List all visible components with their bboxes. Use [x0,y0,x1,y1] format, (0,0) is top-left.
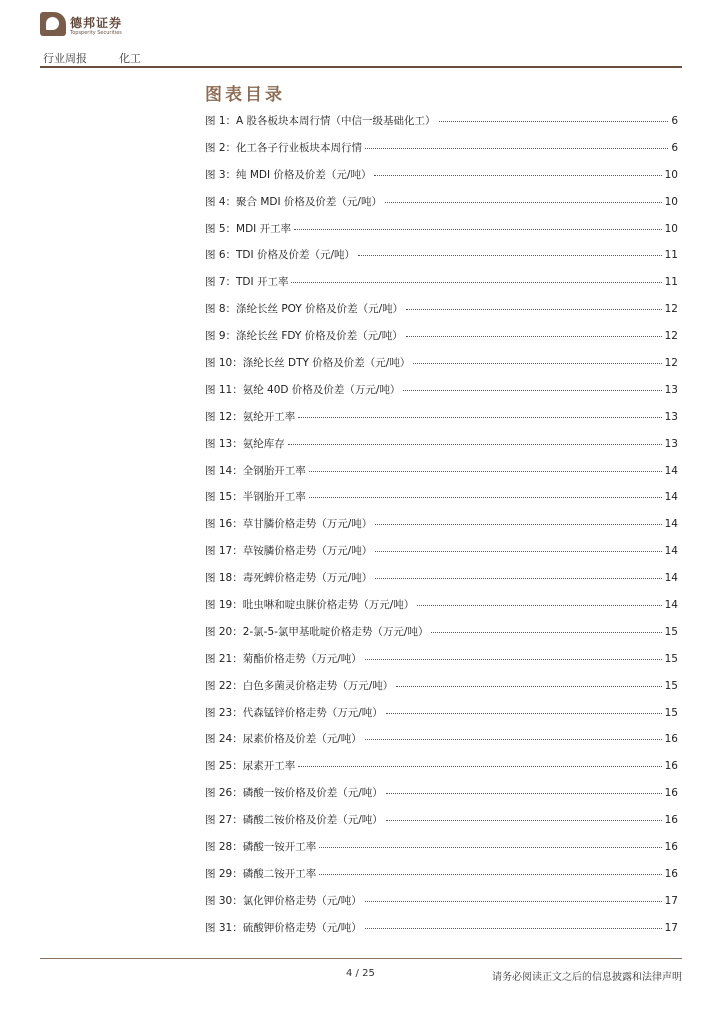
toc-entry[interactable] [205,597,678,624]
toc-entry[interactable] [205,167,678,194]
toc-entry-page: 13 [664,383,678,396]
toc-entry-label: 图 21：菊酯价格走势（万元/吨） [205,652,362,665]
toc-entry-page: 12 [664,330,678,343]
toc-entry-page: 10 [664,168,678,181]
toc-entry-label: 图 23：代森锰锌价格走势（万元/吨） [205,706,383,719]
toc-entry-page: 17 [664,894,678,907]
toc-entry-page: 6 [671,141,678,154]
report-header [43,50,141,66]
toc-entry[interactable] [205,812,678,839]
toc-leader-dots [413,363,661,364]
toc-entry-label: 图 30：氯化钾价格走势（元/吨） [205,894,362,907]
toc-leader-dots [403,390,661,391]
toc-entry-page: 14 [664,572,678,585]
header-divider [40,66,682,68]
toc-entry-page: 16 [664,867,678,880]
toc-entry-page: 11 [664,276,678,289]
toc-entry-label: 图 16：草甘膦价格走势（万元/吨） [205,518,373,531]
toc-leader-dots [374,175,661,176]
toc-entry[interactable] [205,194,678,221]
toc-entry-page: 13 [664,437,678,450]
toc-entry-page: 16 [664,841,678,854]
toc-leader-dots [406,309,661,310]
toc-entry[interactable] [205,893,678,920]
footer-divider [40,958,682,959]
toc-entry-label: 图 2：化工各子行业板块本周行情 [205,141,363,154]
toc-entry-label: 图 29：磷酸二铵开工率 [205,867,317,880]
toc-entry[interactable] [205,113,678,140]
toc-entry-label: 图 31：硫酸钾价格走势（元/吨） [205,921,362,934]
toc-entry[interactable] [205,301,678,328]
toc-entry[interactable] [205,651,678,678]
toc-leader-dots [358,255,662,256]
toc-entry-label: 图 13：氨纶库存 [205,437,285,450]
toc-entry-label: 图 1：A 股各板块本周行情（中信一级基础化工） [205,115,436,127]
toc-entry-label: 图 20：2-氯-5-氯甲基吡啶价格走势（万元/吨） [205,625,429,638]
toc-entry-label: 图 3：纯 MDI 价格及价差（元/吨） [205,168,372,181]
toc-leader-dots [386,820,662,821]
toc-leader-dots [298,766,661,767]
company-logo-icon [40,12,66,36]
toc-entry[interactable] [205,355,678,382]
toc-title: 图表目录 [205,85,285,105]
toc-entry-page: 15 [664,679,678,692]
toc-entry-label: 图 12：氨纶开工率 [205,410,296,423]
toc-entry-page: 16 [664,787,678,800]
toc-leader-dots [365,148,668,149]
toc-entry-page: 12 [664,303,678,316]
toc-entry[interactable] [205,463,678,490]
toc-entry-page: 13 [664,410,678,423]
toc-entry[interactable] [205,382,678,409]
toc-entry[interactable] [205,274,678,301]
toc-leader-dots [386,713,662,714]
toc-entry[interactable] [205,409,678,436]
toc-entry[interactable] [205,436,678,463]
toc-entry[interactable] [205,328,678,355]
toc-leader-dots [319,847,661,848]
toc-entry-page: 17 [664,921,678,934]
toc-entry[interactable] [205,489,678,516]
toc-entry[interactable] [205,516,678,543]
toc-leader-dots [385,202,662,203]
toc-leader-dots [291,282,661,283]
toc-entry-page: 16 [664,814,678,827]
toc-entry[interactable] [205,678,678,705]
industry-label: 化工 [119,52,141,65]
toc-leader-dots [365,901,662,902]
toc-leader-dots [375,578,661,579]
page-number: 4 / 25 [346,968,375,979]
toc-entry-label: 图 22：白色多菌灵价格走势（万元/吨） [205,679,394,692]
toc-entry-page: 16 [664,760,678,773]
toc-entry-page: 15 [664,652,678,665]
toc-leader-dots [439,121,669,122]
toc-entry-label: 图 5：MDI 开工率 [205,222,292,235]
toc-entry-label: 图 11：氨纶 40D 价格及价差（万元/吨） [205,383,401,396]
toc-leader-dots [288,444,662,445]
toc-leader-dots [431,632,661,633]
toc-leader-dots [294,229,662,230]
toc-entry-label: 图 9：涤纶长丝 FDY 价格及价差（元/吨） [205,330,403,343]
toc-entry-label: 图 19：吡虫啉和啶虫脒价格走势（万元/吨） [205,599,415,612]
toc-entry[interactable] [205,758,678,785]
toc-entry-label: 图 7：TDI 开工率 [205,276,289,289]
toc-entry-label: 图 18：毒死蜱价格走势（万元/吨） [205,572,373,585]
toc-entry-page: 10 [664,195,678,208]
toc-entry-label: 图 28：磷酸一铵开工率 [205,841,317,854]
toc-entry-label: 图 27：磷酸二铵价格及价差（元/吨） [205,814,383,827]
company-name: 德邦证券 [70,16,123,30]
toc-entry-page: 14 [664,599,678,612]
toc-leader-dots [417,605,661,606]
toc-leader-dots [396,686,661,687]
toc-entry[interactable] [205,785,678,812]
toc-entry[interactable] [205,624,678,651]
toc-entry-page: 15 [664,706,678,719]
toc-entry-label: 图 17：草铵膦价格走势（万元/吨） [205,545,373,558]
company-name-en: Topsperity Securities [70,30,122,36]
toc-entry-page: 14 [664,545,678,558]
toc-entry-label: 图 25：尿素开工率 [205,760,296,773]
toc-entry[interactable] [205,247,678,274]
toc-entry-page: 14 [664,518,678,531]
toc-leader-dots [375,524,661,525]
toc-leader-dots [406,336,662,337]
toc-entry[interactable] [205,839,678,866]
toc-entry-page: 14 [664,491,678,504]
toc-entry[interactable] [205,221,678,248]
toc-entry-page: 14 [664,464,678,477]
toc-entry[interactable] [205,570,678,597]
toc-entry-page: 11 [664,249,678,262]
footer-disclaimer: 请务必阅读正文之后的信息披露和法律声明 [492,972,682,983]
toc-leader-dots [309,471,662,472]
toc-entry[interactable] [205,866,678,893]
toc-entry-label: 图 10：涤纶长丝 DTY 价格及价差（元/吨） [205,357,411,370]
toc-leader-dots [309,497,662,498]
toc-entry[interactable] [205,140,678,167]
toc-entry-label: 图 24：尿素价格及价差（元/吨） [205,733,362,746]
toc-entry[interactable] [205,543,678,570]
toc-entry[interactable] [205,705,678,732]
toc-entry-page: 6 [671,115,678,127]
toc-entry-label: 图 14：全钢胎开工率 [205,464,306,477]
toc-leader-dots [365,928,662,929]
toc-entry-label: 图 15：半钢胎开工率 [205,491,306,504]
toc-entry-label: 图 4：聚合 MDI 价格及价差（元/吨） [205,195,382,208]
toc-leader-dots [365,659,662,660]
toc-entry-label: 图 8：涤纶长丝 POY 价格及价差（元/吨） [205,303,404,316]
toc-entry-page: 10 [664,222,678,235]
toc-entry[interactable] [205,731,678,758]
toc-leader-dots [365,739,662,740]
toc-leader-dots [386,793,662,794]
toc-entry-label: 图 26：磷酸一铵价格及价差（元/吨） [205,787,383,800]
toc-list [205,113,678,947]
report-type: 行业周报 [43,52,87,65]
toc-entry-label: 图 6：TDI 价格及价差（元/吨） [205,249,355,262]
toc-leader-dots [298,417,661,418]
toc-entry-page: 12 [664,357,678,370]
toc-entry[interactable] [205,920,678,947]
toc-entry-page: 16 [664,733,678,746]
toc-entry-page: 15 [664,625,678,638]
toc-leader-dots [319,874,661,875]
toc-leader-dots [375,551,661,552]
